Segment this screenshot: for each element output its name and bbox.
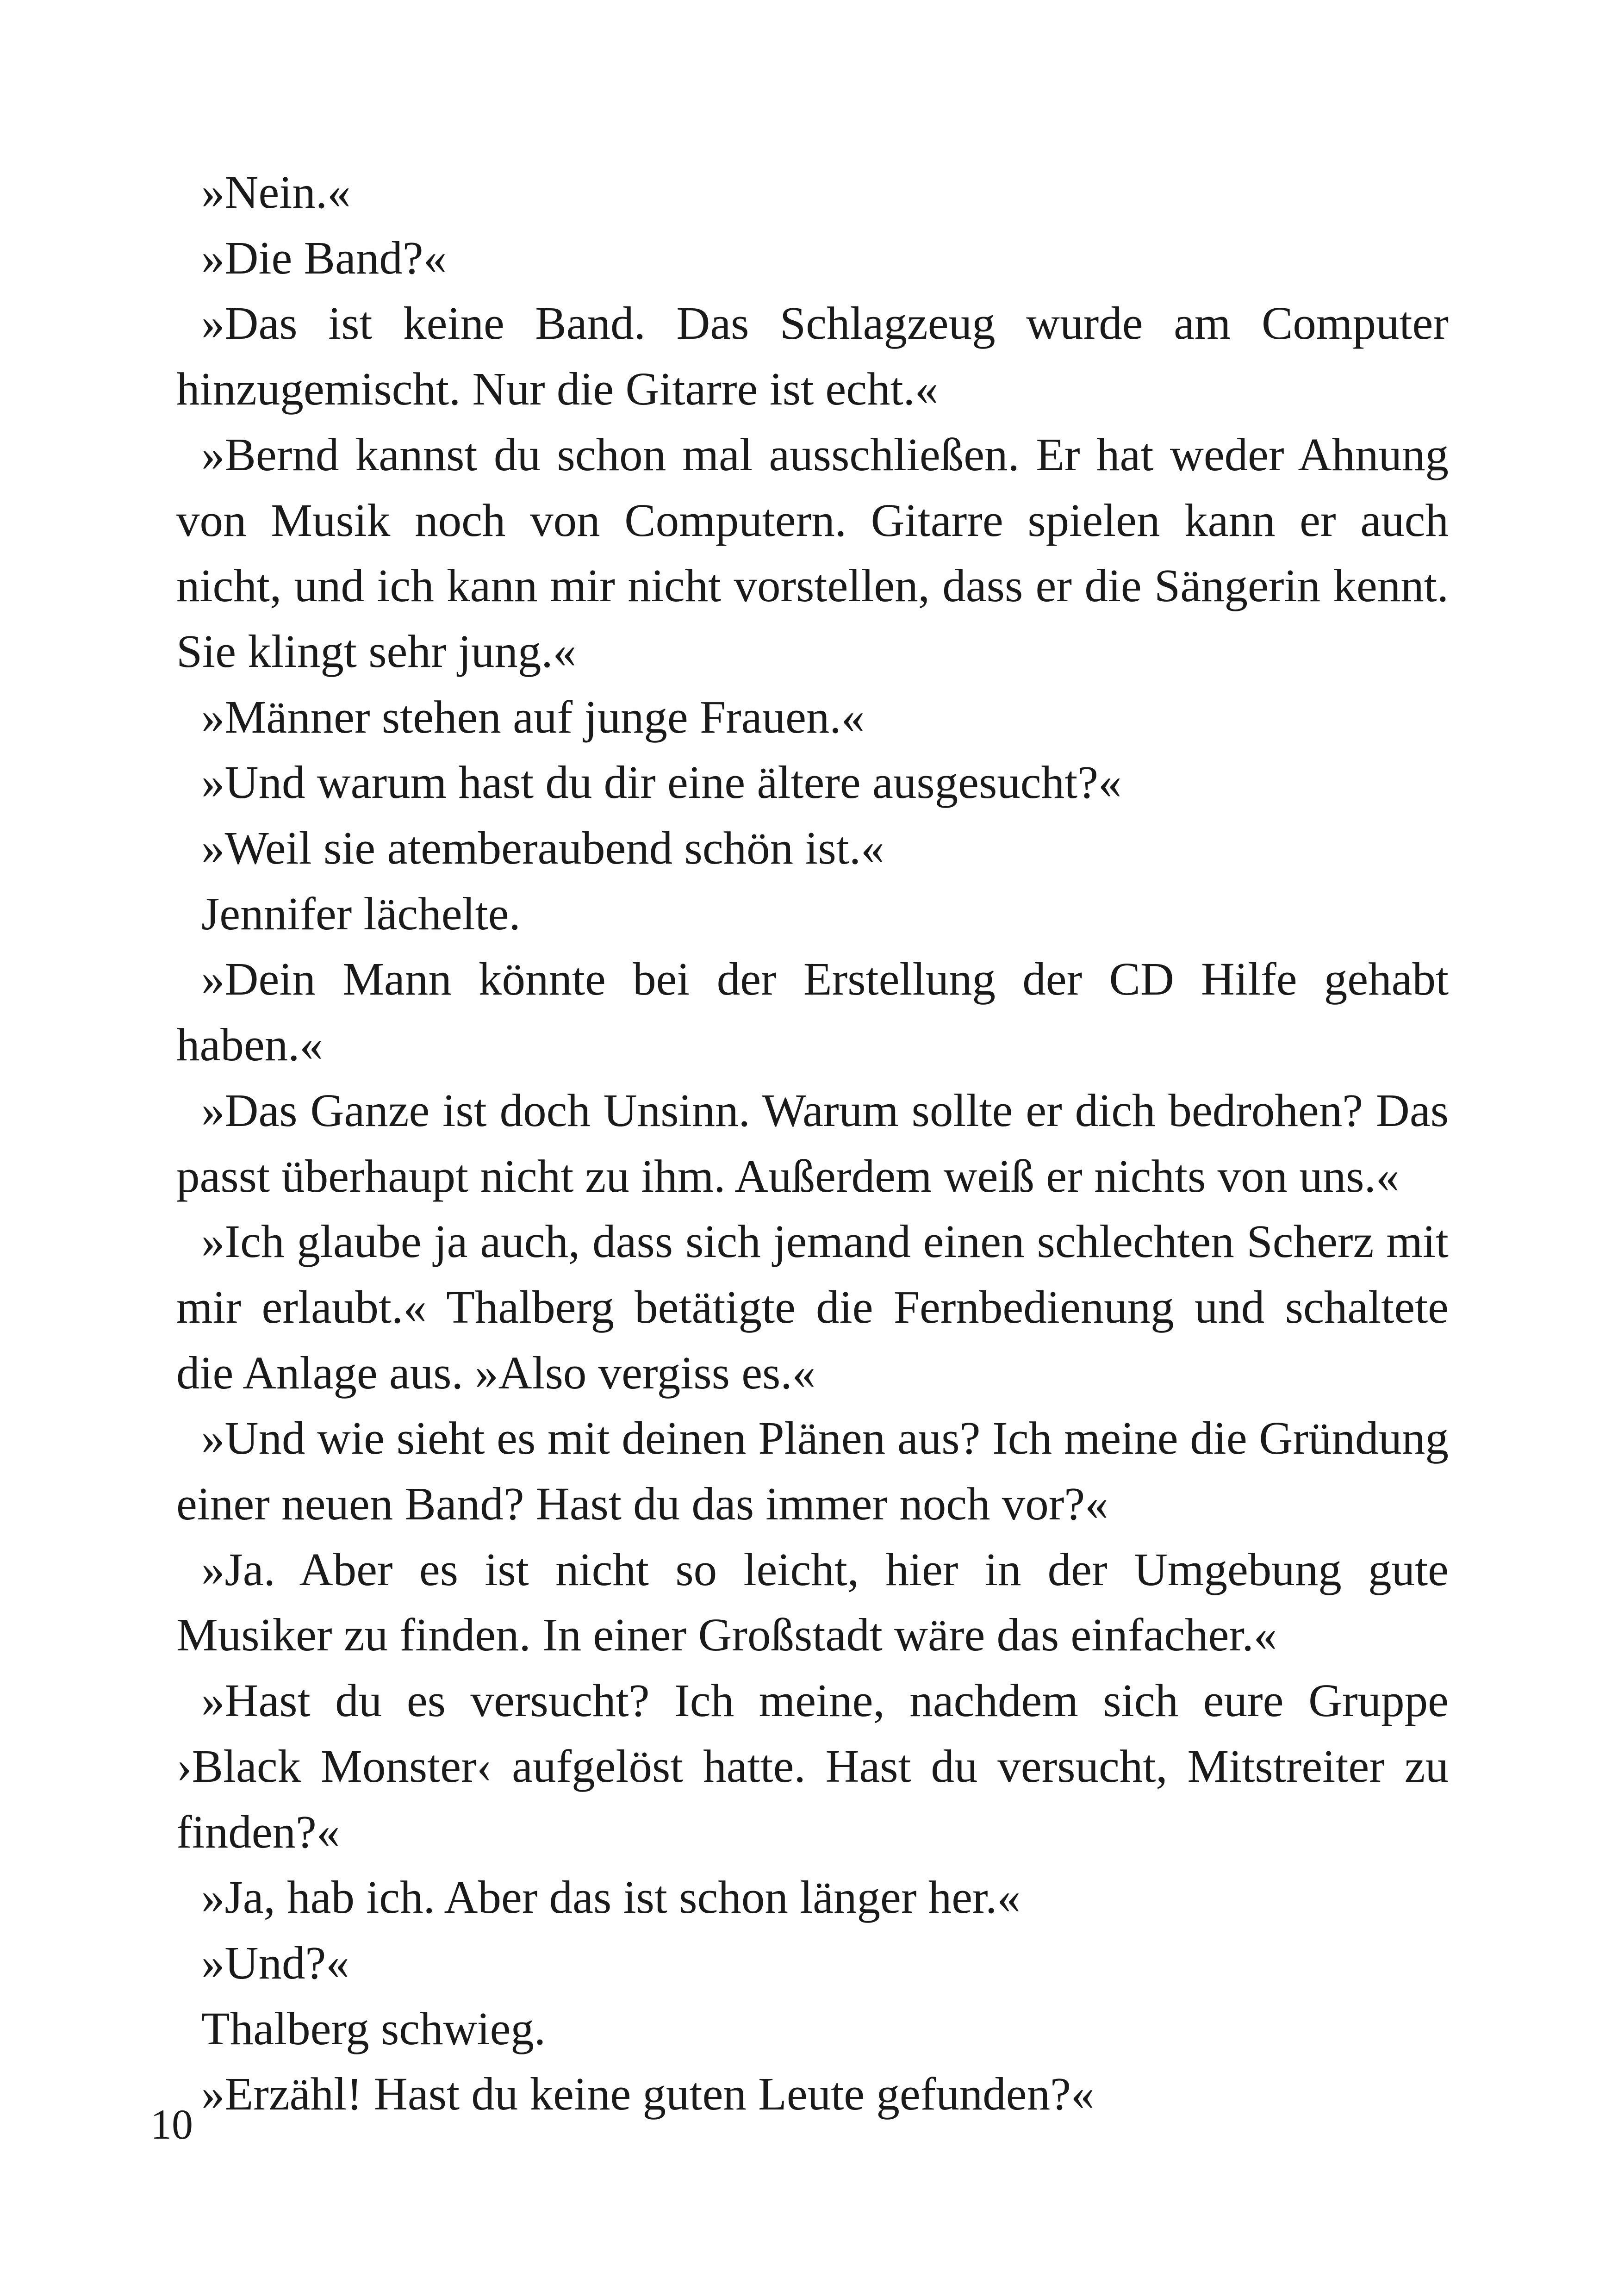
paragraph: »Das ist keine Band. Das Schlagzeug wurde am Computer hinzugemischt. Nur die Gitarre ist echt.«	[176, 297, 1449, 415]
paragraph: »Das Ganze ist doch Unsinn. Warum sollte er dich bedrohen? Das passt überhaupt nicht zu ihm. Außerdem weiß er nichts von uns.«	[176, 1084, 1449, 1202]
paragraph: »Bernd kannst du schon mal ausschließen. Er hat weder Ahnung von Musik noch von Computern. Gitarre spielen kann er auch nicht, und ich kann mir nicht vorstellen, dass er die Sängerin kennt. Sie klingt sehr jung.«	[176, 428, 1449, 677]
paragraph: »Männer stehen auf junge Frauen.«	[201, 691, 865, 743]
paragraph: »Die Band?«	[201, 231, 447, 284]
paragraph: »Erzähl! Hast du keine guten Leute gefunden?«	[201, 2068, 1095, 2120]
paragraph: »Ich glaube ja auch, dass sich jemand einen schlechten Scherz mit mir erlaubt.« Thalberg betätigte die Fernbedienung und schaltete die Anlage aus. »Also vergiss es.«	[176, 1215, 1449, 1399]
paragraph: Thalberg schwieg.	[201, 2002, 546, 2054]
paragraph: »Nein.«	[201, 166, 351, 218]
paragraph: Jennifer lächelte.	[201, 887, 521, 940]
paragraph: »Und warum hast du dir eine ältere ausgesucht?«	[201, 756, 1122, 809]
paragraph: »Weil sie atemberaubend schön ist.«	[201, 822, 884, 874]
body-text	[176, 160, 1449, 2127]
paragraph: »Und wie sieht es mit deinen Plänen aus? Ich meine die Gründung einer neuen Band? Hast du das immer noch vor?«	[176, 1412, 1449, 1530]
paragraph: »Ja. Aber es ist nicht so leicht, hier in der Umgebung gute Musiker zu finden. In einer Großstadt wäre das einfacher.«	[176, 1543, 1449, 1661]
paragraph: »Hast du es versucht? Ich meine, nachdem sich eure Gruppe ›Black Monster‹ aufgelöst hatte. Hast du versucht, Mitstreiter zu finden?«	[176, 1674, 1449, 1858]
page-number: 10	[150, 2101, 193, 2148]
paragraph: »Dein Mann könnte bei der Erstellung der CD Hilfe gehabt haben.«	[176, 953, 1449, 1071]
paragraph: »Und?«	[201, 1936, 349, 1989]
paragraph: »Ja, hab ich. Aber das ist schon länger her.«	[201, 1871, 1021, 1923]
